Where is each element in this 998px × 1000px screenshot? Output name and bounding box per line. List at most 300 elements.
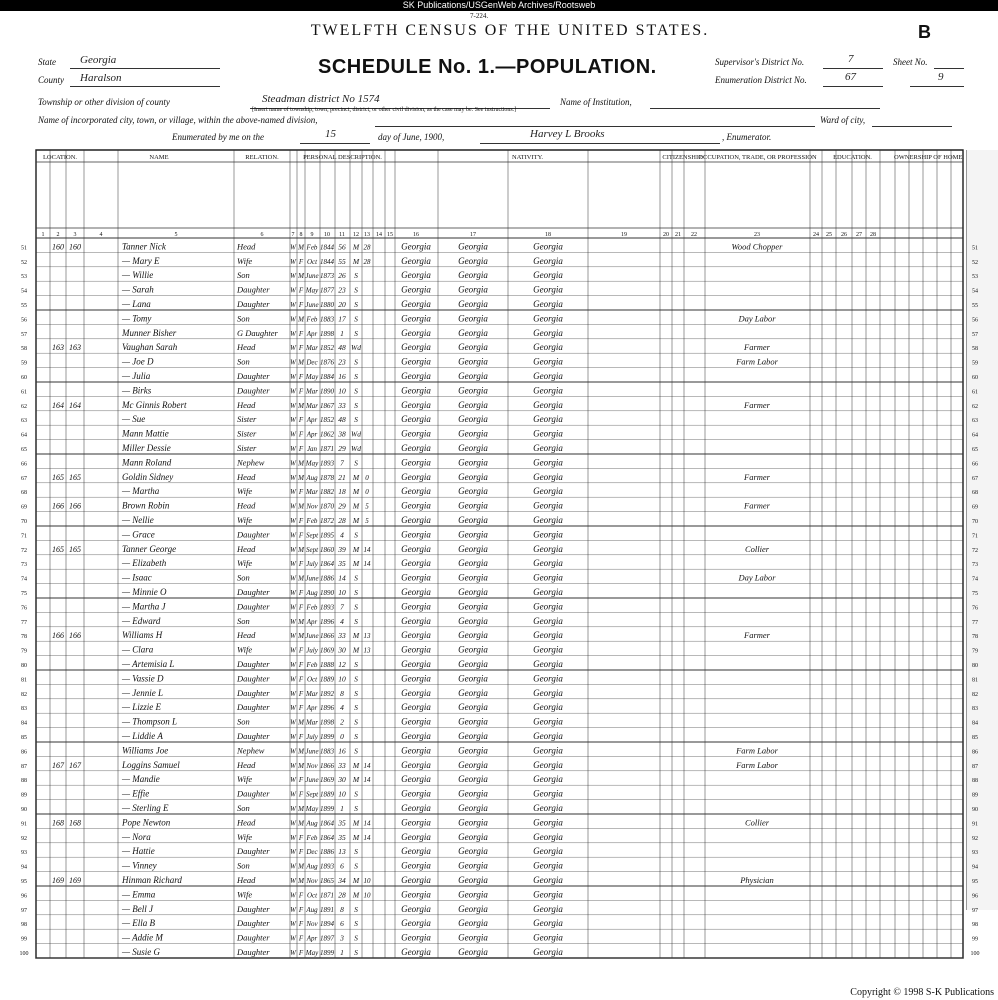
line-number: 54 (21, 288, 27, 295)
birth-year: 1860 (320, 545, 334, 554)
birthplace-father: Georgia (458, 342, 488, 353)
birthplace-person: Georgia (401, 831, 431, 842)
column-number: 1 (41, 232, 45, 238)
dwelling-number: 169 (52, 876, 64, 885)
years-married: 14 (363, 761, 371, 770)
line-number: 59 (21, 360, 27, 367)
birthplace-father: Georgia (458, 831, 488, 842)
color: W (290, 905, 296, 914)
line-number: 87 (21, 763, 27, 770)
age: 7 (340, 602, 344, 612)
person-name: Pope Newton (122, 817, 171, 828)
person-name: — Artemisia L (122, 659, 175, 669)
relation: Head (237, 471, 256, 482)
birthplace-mother: Georgia (533, 385, 563, 396)
column-group-header: RELATION. (245, 154, 279, 161)
relation: Head (237, 399, 256, 410)
age: 48 (338, 415, 346, 425)
birthplace-person: Georgia (401, 817, 431, 828)
birthplace-person: Georgia (401, 903, 431, 914)
line-number-right: 85 (972, 735, 978, 741)
birth-month: Mar (305, 401, 319, 410)
person-name: — Susie G (122, 947, 160, 957)
line-number: 61 (21, 389, 27, 396)
birth-month: May (305, 286, 319, 295)
birthplace-person: Georgia (401, 558, 431, 569)
birthplace-father: Georgia (458, 687, 488, 698)
birthplace-mother: Georgia (533, 659, 563, 669)
birthplace-father: Georgia (458, 702, 488, 713)
marital-status: S (354, 789, 358, 799)
line-number-right: 83 (972, 706, 978, 713)
birthplace-father: Georgia (458, 716, 488, 727)
age: 33 (338, 760, 346, 770)
age: 30 (338, 775, 346, 785)
marital-status: S (354, 688, 358, 698)
birth-month: Mar (305, 718, 319, 727)
sex: M (298, 272, 304, 281)
relation: Daughter (237, 731, 270, 741)
sex: F (298, 531, 304, 540)
years-married: 14 (363, 833, 371, 842)
person-name: — Effie (122, 788, 150, 799)
township-note: [Insert name of township, town, precinct, district, or other civil division, as the case may be. See instructions.] (252, 107, 517, 113)
birthplace-father: Georgia (458, 529, 488, 540)
column-number: 7 (291, 232, 295, 238)
birthplace-mother: Georgia (533, 471, 563, 482)
birthplace-person: Georgia (401, 788, 431, 799)
birthplace-person: Georgia (401, 918, 431, 929)
age: 34 (338, 876, 346, 885)
line-number: 51 (21, 245, 27, 252)
birthplace-person: Georgia (401, 601, 431, 612)
color: W (290, 877, 296, 885)
relation: Daughter (237, 932, 270, 943)
person-name: — Elizabeth (122, 558, 167, 569)
color: W (290, 560, 296, 569)
sex: M (298, 502, 304, 511)
line-number-right: 67 (972, 475, 978, 482)
person-name: — Hattie (122, 846, 155, 857)
person-name: — Vinney (122, 860, 157, 871)
birth-year: 1893 (320, 862, 334, 871)
color: W (290, 545, 296, 554)
age: 10 (338, 789, 346, 799)
sex: F (298, 445, 304, 453)
marital-status: M (352, 487, 360, 497)
relation: Head (237, 543, 256, 554)
line-number-right: 96 (972, 893, 978, 900)
birthplace-father: Georgia (458, 457, 488, 468)
age: 12 (338, 660, 346, 669)
line-number-right: 66 (972, 461, 978, 468)
person-name: — Ella B (122, 918, 155, 929)
state-value: Georgia (80, 54, 117, 66)
family-number: 166 (69, 631, 81, 641)
sex: F (298, 949, 304, 957)
line-number-right: 84 (972, 720, 978, 727)
birth-year: 1866 (320, 761, 334, 770)
birth-month: Mar (305, 344, 319, 353)
birth-month: Apr (306, 617, 318, 626)
years-married: 10 (363, 877, 371, 885)
person-name: — Jennie L (122, 687, 163, 698)
birth-month: June (305, 776, 319, 785)
line-number-right: 68 (972, 490, 978, 497)
color: W (290, 401, 296, 410)
birth-month: Apr (306, 934, 318, 943)
birthplace-father: Georgia (458, 385, 488, 396)
relation: Head (237, 817, 256, 828)
birthplace-mother: Georgia (533, 702, 563, 713)
birthplace-mother: Georgia (533, 889, 563, 900)
years-married: 0 (365, 473, 369, 482)
sex: M (298, 473, 304, 482)
relation: Wife (237, 515, 253, 525)
years-married: 28 (363, 257, 371, 266)
color: W (290, 790, 296, 799)
sex: F (298, 373, 304, 381)
age: 6 (340, 861, 344, 871)
line-number-right: 79 (972, 648, 978, 655)
birth-year: 1864 (320, 833, 334, 842)
relation: Daughter (237, 918, 270, 929)
marital-status: S (354, 919, 358, 929)
birthplace-mother: Georgia (533, 399, 563, 410)
line-number-right: 61 (972, 389, 978, 396)
age: 35 (338, 832, 346, 842)
family-number: 164 (69, 400, 81, 410)
birthplace-mother: Georgia (533, 414, 563, 425)
birthplace-person: Georgia (401, 687, 431, 698)
dwelling-number: 166 (52, 501, 64, 511)
birthplace-person: Georgia (401, 759, 431, 770)
line-number: 71 (21, 533, 27, 540)
sex: F (298, 488, 304, 497)
relation: Wife (237, 558, 253, 569)
line-number-right: 95 (972, 879, 978, 885)
birthplace-person: Georgia (401, 860, 431, 871)
column-number: 4 (99, 232, 103, 238)
person-name: Munner Bisher (122, 327, 177, 338)
person-name: Miller Dessie (122, 443, 171, 453)
birth-month: Jan (306, 445, 318, 453)
birthplace-father: Georgia (458, 543, 488, 554)
line-number: 75 (21, 591, 27, 597)
birthplace-father: Georgia (458, 615, 488, 626)
color: W (290, 488, 296, 497)
line-number-right: 82 (972, 691, 978, 698)
age: 33 (338, 631, 346, 641)
person-name: — Minnie O (122, 587, 167, 597)
birthplace-person: Georgia (401, 241, 431, 252)
marital-status: S (354, 660, 358, 669)
line-number-right: 77 (972, 619, 978, 626)
birthplace-person: Georgia (401, 587, 431, 597)
age: 1 (340, 804, 344, 813)
occupation: Wood Chopper (731, 241, 783, 252)
sex: M (298, 862, 304, 871)
line-number-right: 70 (972, 519, 978, 525)
line-number: 60 (21, 375, 27, 381)
color: W (290, 733, 296, 741)
marital-status: S (354, 717, 358, 727)
birthplace-father: Georgia (458, 918, 488, 929)
birth-month: June (305, 272, 319, 281)
line-number-right: 80 (972, 663, 978, 669)
birth-month: June (305, 747, 319, 756)
family-number: 168 (69, 818, 81, 828)
birthplace-father: Georgia (458, 745, 488, 756)
column-number: 21 (675, 232, 681, 238)
color: W (290, 761, 296, 770)
column-group-header: LOCATION. (42, 154, 78, 161)
relation: Son (237, 270, 250, 281)
age: 1 (340, 328, 344, 338)
birthplace-father: Georgia (458, 270, 488, 281)
age: 35 (338, 559, 346, 569)
years-married: 0 (365, 488, 369, 497)
birthplace-person: Georgia (401, 572, 431, 583)
birthplace-mother: Georgia (533, 327, 563, 338)
birthplace-person: Georgia (401, 486, 431, 497)
person-name: — Sarah (122, 284, 154, 295)
column-number: 9 (310, 232, 314, 238)
marital-status: M (352, 890, 360, 900)
line-number-right: 53 (972, 274, 978, 281)
line-number-right: 63 (972, 418, 978, 425)
person-name: Vaughan Sarah (122, 342, 178, 353)
township-value: Steadman district No 1574 (262, 93, 380, 105)
sex: M (298, 315, 304, 324)
relation: Head (237, 759, 256, 770)
relation: Head (237, 241, 256, 252)
birthplace-father: Georgia (458, 486, 488, 497)
person-name: — Nora (122, 831, 151, 842)
dwelling-number: 165 (52, 544, 64, 554)
birth-month: July (306, 560, 318, 569)
person-name: — Willie (122, 270, 154, 281)
line-number-right: 72 (972, 547, 978, 554)
birth-month: Nov (306, 502, 318, 511)
birthplace-mother: Georgia (533, 687, 563, 698)
birthplace-person: Georgia (401, 515, 431, 525)
birthplace-mother: Georgia (533, 716, 563, 727)
years-married: 13 (363, 646, 371, 655)
age: 2 (340, 717, 344, 727)
age: 17 (338, 314, 346, 324)
sex: M (298, 747, 304, 756)
birthplace-mother: Georgia (533, 860, 563, 871)
line-number-right: 62 (972, 403, 978, 410)
color: W (290, 776, 296, 785)
birth-month: Nov (306, 877, 318, 885)
birthplace-person: Georgia (401, 414, 431, 425)
marital-status: M (352, 559, 360, 569)
birth-month: Nov (306, 761, 318, 770)
column-group-header: PERSONAL DESCRIPTION. (303, 154, 382, 161)
relation: Daughter (237, 903, 270, 914)
person-name: — Martha J (122, 601, 166, 612)
sex: M (298, 805, 304, 813)
color: W (290, 646, 296, 655)
marital-status: Wd (351, 429, 361, 439)
line-number: 58 (21, 346, 27, 353)
birth-month: June (305, 632, 319, 641)
birth-month: Apr (306, 416, 318, 425)
line-number-right: 73 (972, 562, 978, 569)
birthplace-mother: Georgia (533, 644, 563, 655)
line-number-right: 60 (972, 375, 978, 381)
township-label: Township or other division of county (38, 97, 170, 107)
person-name: — Emma (122, 889, 156, 900)
color: W (290, 603, 296, 612)
color: W (290, 329, 296, 338)
column-group-header: NATIVITY. (511, 154, 544, 161)
line-number: 90 (21, 807, 27, 813)
age: 23 (338, 285, 346, 295)
birth-year: 1871 (320, 445, 334, 453)
column-number: 11 (339, 232, 345, 238)
relation: Daughter (237, 601, 270, 612)
birth-year: 1864 (320, 819, 334, 828)
line-number: 70 (21, 519, 27, 525)
line-number-right: 90 (972, 807, 978, 813)
column-number: 3 (73, 232, 77, 238)
birthplace-mother: Georgia (533, 673, 563, 684)
marital-status: M (352, 832, 360, 842)
line-number: 84 (21, 720, 27, 727)
birthplace-father: Georgia (458, 299, 488, 309)
birthplace-father: Georgia (458, 788, 488, 799)
relation: Daughter (237, 673, 270, 684)
person-name: — Liddie A (122, 731, 163, 741)
column-number: 19 (621, 232, 627, 238)
line-number: 97 (21, 907, 27, 914)
marital-status: M (352, 544, 360, 554)
person-name: Williams Joe (122, 745, 169, 756)
marital-status: M (352, 775, 360, 785)
line-number: 91 (21, 821, 27, 828)
dwelling-number: 167 (52, 760, 64, 770)
age: 0 (340, 732, 344, 741)
copyright-text: Copyright © 1998 S-K Publications (850, 987, 994, 998)
birthplace-father: Georgia (458, 673, 488, 684)
sex: M (298, 574, 304, 583)
person-name: — Mandie (122, 774, 160, 785)
column-number: 12 (353, 232, 359, 238)
column-number: 15 (387, 232, 393, 238)
column-number: 20 (663, 232, 669, 238)
age: 13 (338, 847, 346, 857)
age: 26 (338, 271, 346, 281)
column-number: 26 (841, 232, 847, 238)
birth-year: 1882 (320, 488, 334, 497)
person-name: — Grace (122, 529, 155, 540)
birth-month: Feb (306, 661, 318, 669)
line-number-right: 87 (972, 763, 978, 770)
color: W (290, 819, 296, 828)
line-number-right: 97 (972, 907, 978, 914)
age: 29 (338, 444, 346, 453)
birthplace-mother: Georgia (533, 255, 563, 266)
birthplace-person: Georgia (401, 313, 431, 324)
sex: F (298, 517, 304, 525)
marital-status: S (354, 933, 358, 943)
birthplace-father: Georgia (458, 875, 488, 885)
line-number: 95 (21, 879, 27, 885)
line-number: 63 (21, 418, 27, 425)
occupation: Farmer (744, 399, 770, 410)
dwelling-number: 166 (52, 631, 64, 641)
relation: G Daughter (237, 327, 278, 338)
supervisor-label: Supervisor's District No. (715, 57, 805, 67)
line-number: 78 (21, 634, 27, 641)
birth-year: 1894 (320, 920, 334, 929)
color: W (290, 243, 296, 252)
birthplace-person: Georgia (401, 702, 431, 713)
age: 1 (340, 948, 344, 957)
age: 18 (338, 487, 346, 497)
age: 10 (338, 386, 346, 396)
birthplace-mother: Georgia (533, 457, 563, 468)
color: W (290, 517, 296, 525)
birth-month: Sept (305, 545, 319, 554)
occupation: Farm Labor (736, 745, 778, 756)
birthplace-father: Georgia (458, 889, 488, 900)
column-group-header: EDUCATION. (833, 154, 872, 161)
line-number: 56 (21, 317, 27, 324)
birth-year: 1893 (320, 603, 334, 612)
birthplace-father: Georgia (458, 601, 488, 612)
marital-status: M (352, 631, 360, 641)
age: 48 (338, 343, 346, 353)
birth-month: Aug (306, 473, 318, 482)
relation: Daughter (237, 687, 270, 698)
column-number: 18 (545, 232, 551, 238)
sex: F (298, 934, 304, 943)
years-married: 5 (365, 502, 369, 511)
county-label: County (38, 75, 64, 85)
family-number: 165 (69, 544, 81, 554)
line-number: 88 (21, 778, 27, 785)
column-number: 17 (470, 232, 476, 238)
line-number-right: 91 (972, 821, 978, 828)
birthplace-person: Georgia (401, 716, 431, 727)
color: W (290, 862, 296, 871)
person-name: — Edward (122, 615, 161, 626)
birthplace-mother: Georgia (533, 903, 563, 914)
archive-banner: SK Publications/USGenWeb Archives/Rootsweb (0, 0, 998, 11)
line-number: 99 (21, 936, 27, 943)
line-number: 93 (21, 850, 27, 857)
color: W (290, 272, 296, 281)
enumerator-label: , Enumerator. (722, 132, 772, 142)
birth-year: 1852 (320, 344, 334, 353)
birth-month: May (305, 373, 319, 381)
line-number: 72 (21, 547, 27, 554)
line-number: 85 (21, 735, 27, 741)
line-number: 65 (21, 447, 27, 453)
relation: Wife (237, 889, 253, 900)
years-married: 28 (363, 243, 371, 252)
color: W (290, 718, 296, 727)
marital-status: M (352, 472, 360, 482)
marital-status: S (354, 602, 358, 612)
birth-year: 1877 (320, 286, 334, 295)
birthplace-father: Georgia (458, 846, 488, 857)
marital-status: S (354, 357, 358, 367)
